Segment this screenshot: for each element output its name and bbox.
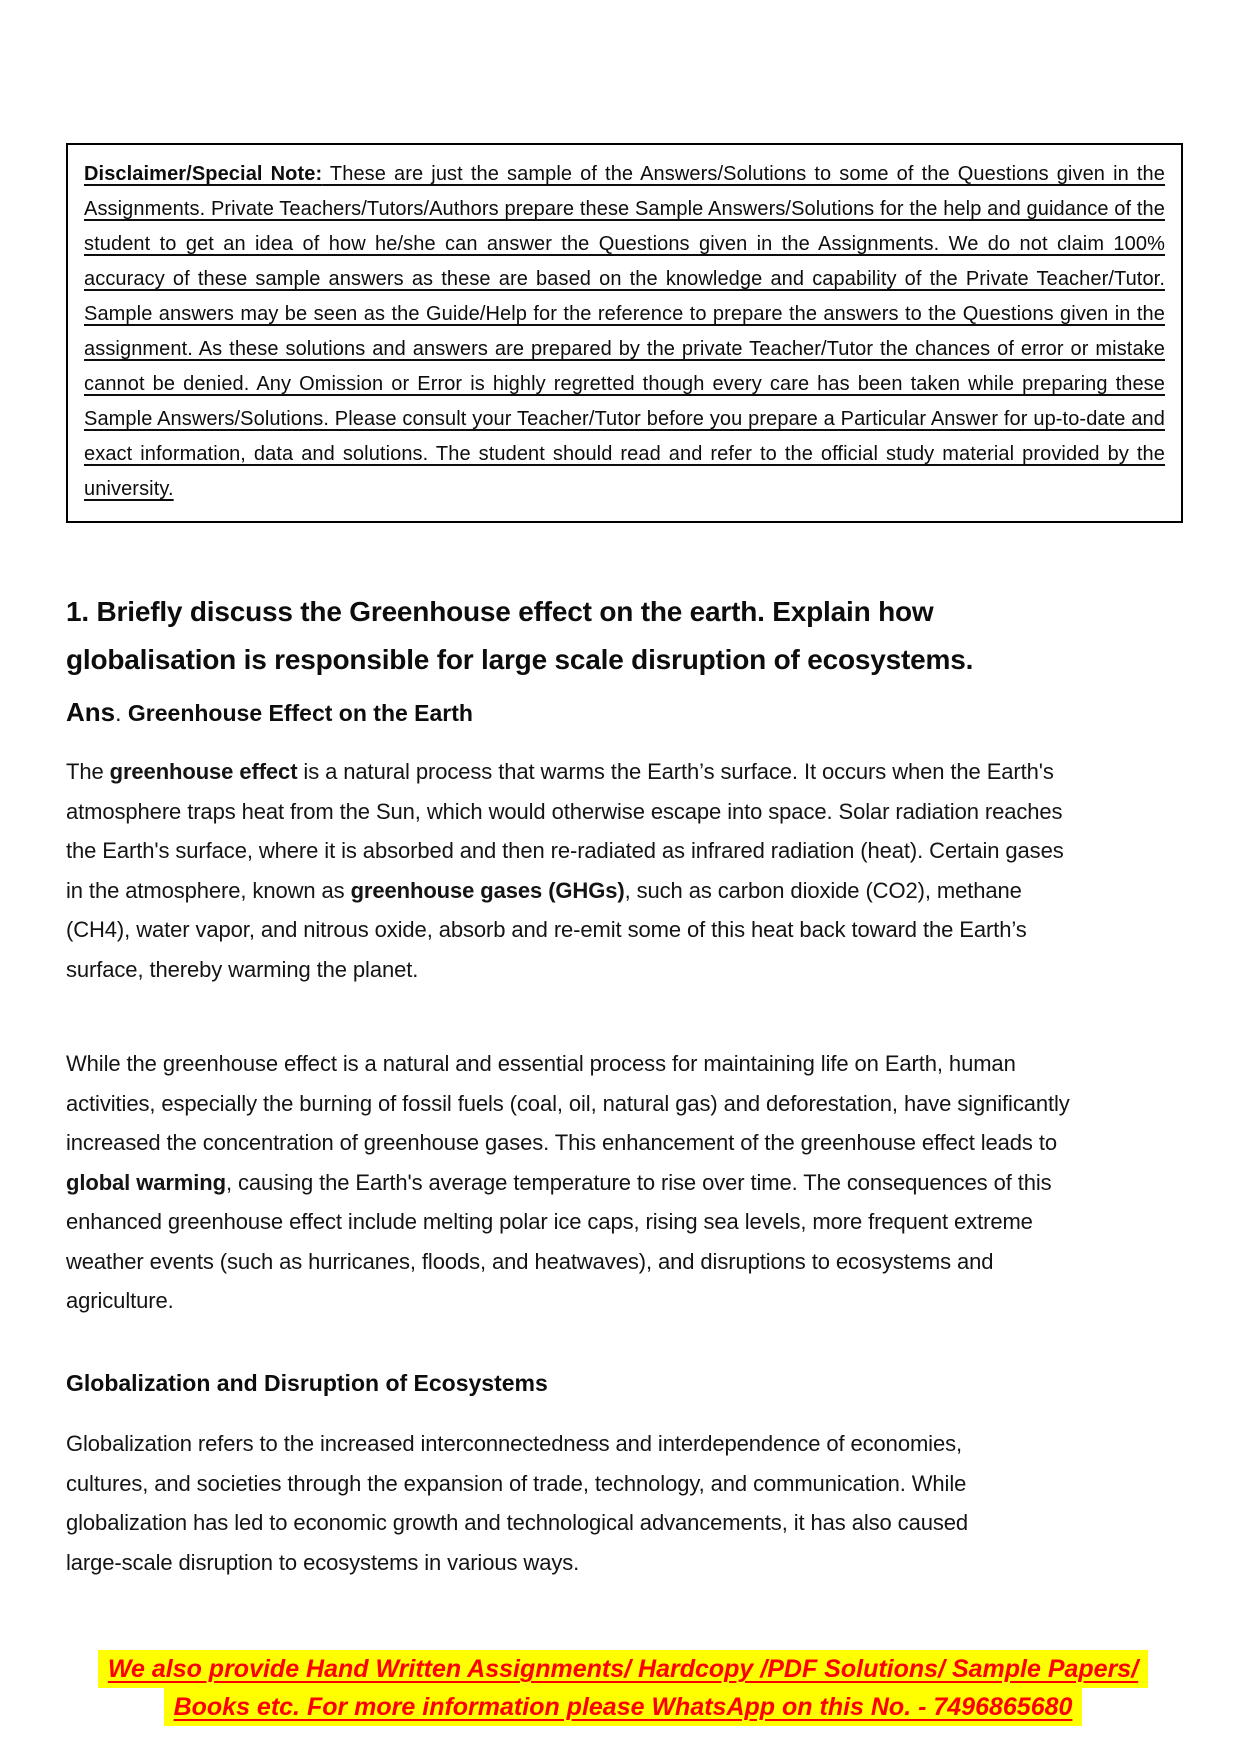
promo-footer — [63, 1650, 1183, 1726]
text-segment: The — [66, 759, 110, 784]
text-segment-bold: greenhouse effect — [109, 759, 298, 784]
promo-footer-line-1: We also provide Hand Written Assignments/ Hardcopy /PDF Solutions/ Sample Papers/ — [98, 1650, 1148, 1688]
question-heading-line-2: globalisation is responsible for large scale disruption of ecosystems. — [66, 644, 974, 675]
answer-heading — [66, 697, 473, 728]
disclaimer-label: Disclaimer/Special Note: — [84, 163, 323, 185]
disclaimer-body: These are just the sample of the Answers/Solutions to some of the Questions given in the Assignments. Private Teachers/Tutors/Authors prepare these Sample Answers/Solutions for the help and guidance of the student to get an idea of how he/she can answer the Questions given in the Assignments. We do not claim 100% accuracy of these sample answers as these are based on the knowledge and capability of the Private Teacher/Tutor. Sample answers may be seen as the Guide/Help for the reference to prepare the answers to the Questions given in the assignment. As these solutions and answers are prepared by the private Teacher/Tutor the chances of error or mistake cannot be denied. Any Omission or Error is highly regretted though every care has been taken while preparing these Sample Answers/Solutions. Please consult your Teacher/Tutor before you prepare a Particular Answer for up-to-date and exact information, data and solutions. The student should read and refer to the official study material provided by the university. — [84, 163, 1165, 500]
answer-paragraph-2 — [66, 1044, 1096, 1321]
text-segment-bold: greenhouse gases (GHGs) — [350, 877, 625, 903]
disclaimer-box — [66, 143, 1183, 523]
answer-paragraph-3: Globalization refers to the increased interconnectedness and interdependence of economies, cultures, and societies through the expansion of trade, technology, and communication. While globalization has led to economic growth and technological advancements, it has also caused large-scale disruption to ecosystems in various ways. — [66, 1431, 969, 1575]
question-heading — [66, 588, 973, 684]
answer-paragraph-1 — [66, 752, 1076, 989]
question-heading-line-1: 1. Briefly discuss the Greenhouse effect on the earth. Explain how — [66, 596, 934, 627]
text-segment-bold: global warming — [66, 1169, 226, 1195]
promo-footer-line-2: Books etc. For more information please WhatsApp on this No. - 7496865680 — [164, 1688, 1083, 1726]
answer-section-title: Greenhouse Effect on the Earth — [127, 700, 473, 726]
disclaimer-text — [84, 157, 1165, 507]
ecosystems-subheading: Globalization and Disruption of Ecosystems — [66, 1370, 548, 1396]
text-segment: is a natural process that warms the Earth’s surface. It occurs when the Earth's atmosphere traps heat from the Sun, which would otherwise escape into space. Solar radiation reaches the Earth's surface, where it is absorbed and then re-radiated as infrared radiation (heat). Certain gases in the atmosphere, known as — [66, 759, 1064, 903]
text-segment: , causing the Earth's average temperature to rise over time. The consequences of this enhanced greenhouse effect include melting polar ice caps, rising sea levels, more frequent extreme weather events (such as hurricanes, floods, and heatwaves), and disruptions to ecosystems and agriculture. — [66, 1169, 1052, 1313]
text-segment: , such as carbon dioxide (CO2), methane (CH4), water vapor, and nitrous oxide, absorb and re-emit some of this heat back toward the Earth’s surface, thereby warming the planet. — [66, 877, 1027, 982]
text-segment: While the greenhouse effect is a natural and essential process for maintaining life on Earth, human activities, especially the burning of fossil fuels (coal, oil, natural gas) and deforestation, have significantly increased the concentration of greenhouse gases. This enhancement of the greenhouse effect leads to — [66, 1051, 1070, 1155]
answer-label-period: . — [115, 700, 128, 726]
answer-label: Ans — [66, 697, 116, 727]
